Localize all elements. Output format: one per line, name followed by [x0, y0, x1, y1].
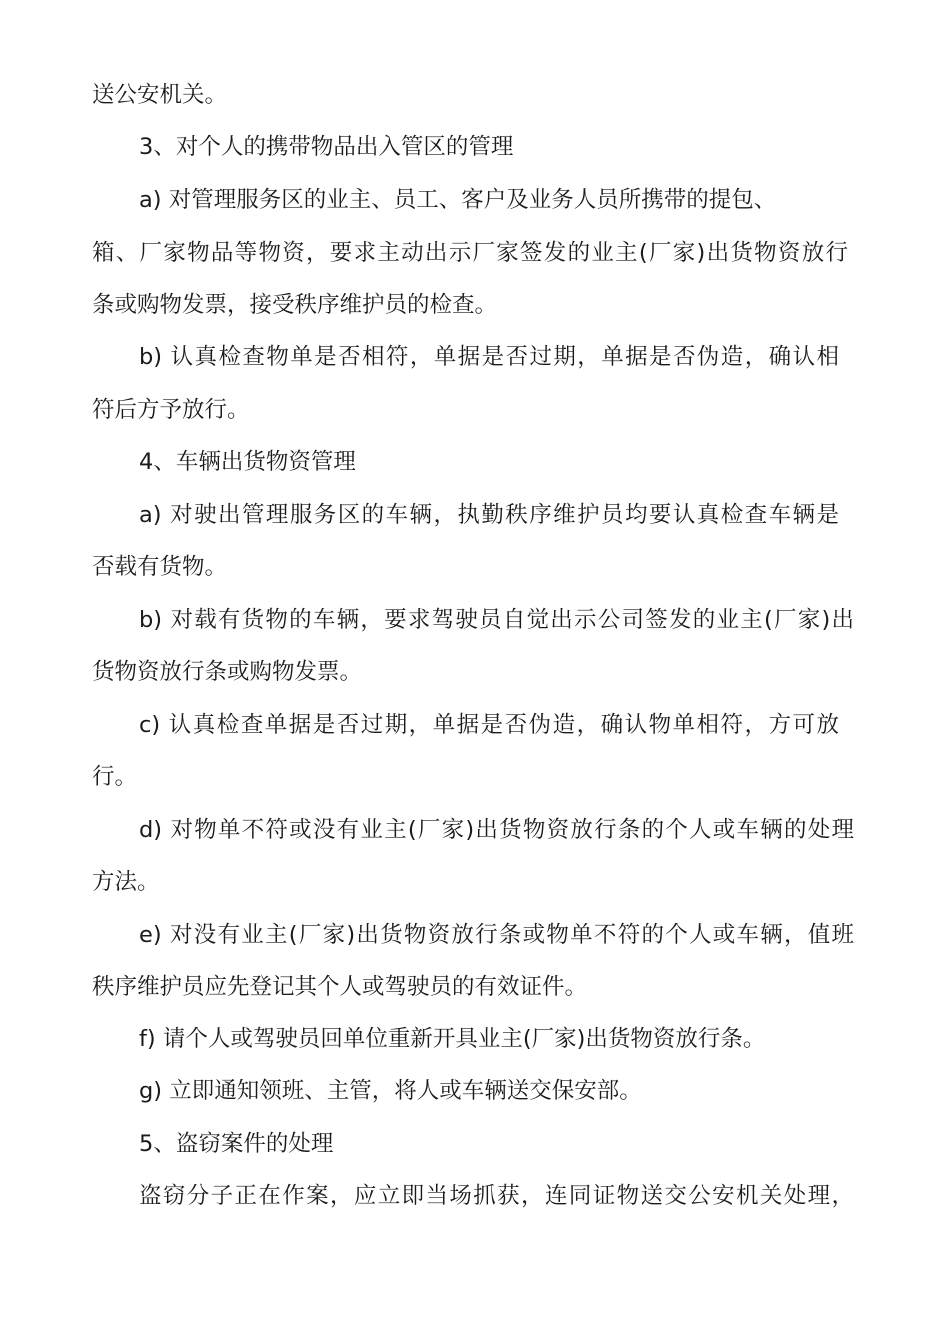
paragraph-line: c) 认真检查单据是否过期，单据是否伪造，确认物单相符，方可放	[139, 712, 839, 738]
paragraph-line: e) 对没有业主(厂家)出货物资放行条或物单不符的个人或车辆，值班	[139, 922, 854, 948]
paragraph-line: 送公安机关。	[92, 82, 228, 108]
paragraph-line: a) 对管理服务区的业主、员工、客户及业务人员所携带的提包、	[139, 187, 777, 213]
paragraph-line: 秩序维护员应先登记其个人或驾驶员的有效证件。	[92, 974, 588, 1000]
section-heading: 4、车辆出货物资管理	[139, 449, 356, 475]
paragraph-line: b) 认真检查物单是否相符，单据是否过期，单据是否伪造，确认相	[139, 344, 839, 370]
paragraph-line: 否载有货物。	[92, 554, 228, 580]
paragraph-line: 符后方予放行。	[92, 397, 250, 423]
paragraph-line: d) 对物单不符或没有业主(厂家)出货物资放行条的个人或车辆的处理	[139, 817, 854, 843]
paragraph-line: 货物资放行条或购物发票。	[92, 659, 363, 685]
paragraph-line: 盗窃分子正在作案，应立即当场抓获，连同证物送交公安机关处理，	[139, 1183, 854, 1209]
paragraph-line: g) 立即通知领班、主管，将人或车辆送交保安部。	[139, 1078, 642, 1104]
paragraph-line: 行。	[92, 764, 138, 790]
paragraph-line: 箱、厂家物品等物资，要求主动出示厂家签发的业主(厂家)出货物资放行	[92, 240, 848, 266]
paragraph-line: f) 请个人或驾驶员回单位重新开具业主(厂家)出货物资放行条。	[139, 1026, 766, 1052]
paragraph-line: a) 对驶出管理服务区的车辆，执勤秩序维护员均要认真检查车辆是	[139, 502, 839, 528]
paragraph-line: 方法。	[92, 869, 160, 895]
paragraph-line: b) 对载有货物的车辆，要求驾驶员自觉出示公司签发的业主(厂家)出	[139, 607, 854, 633]
paragraph-line: 条或购物发票，接受秩序维护员的检查。	[92, 292, 498, 318]
section-heading: 5、盗窃案件的处理	[139, 1131, 334, 1157]
section-heading: 3、对个人的携带物品出入管区的管理	[139, 134, 514, 160]
